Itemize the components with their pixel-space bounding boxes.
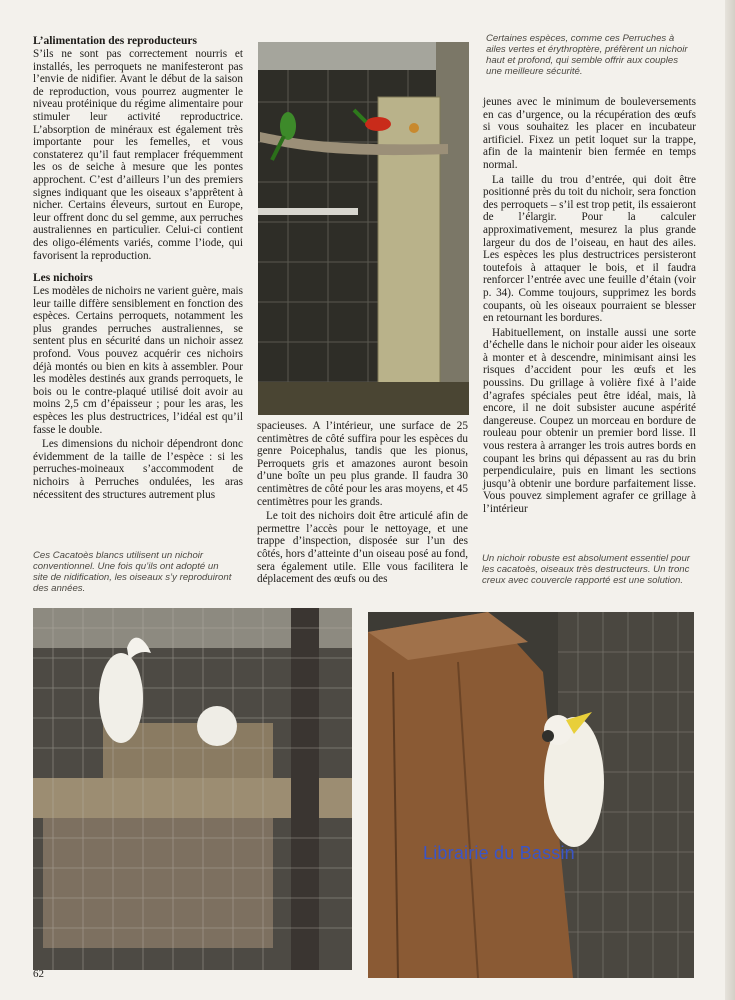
heading-nestboxes: Les nichoirs (33, 272, 93, 285)
white-cockatoos-nestbox-photo (33, 608, 352, 970)
paragraph: spacieuses. A l’intérieur, une surface de 25 centimètres de côté suffira pour les espèces du genre Poicephalus, tandis que les pionus, Perroquets gris et amazones auront besoin d’une boîte un peu plus grande. Il faudra 30 centimètres de côté pour les aras moyens, et 45 centimètres pour les grands. (257, 420, 468, 508)
paragraph: Les dimensions du nichoir dépendront donc évidemment de la taille de l’espèce : si les perruches-moineaux s’accommodent de nichoirs à Perruches ondulées, les aras nécessitent des structures autrement plus (33, 438, 243, 501)
paragraph: La taille du trou d’entrée, qui doit être positionné près du toit du nichoir, sera fonction des perroquets – s’il est trop petit, ils essaieront de l’élargir. Pour la calculer approximativement, mesurez la plus grande largeur du dos de l’oiseau, en haut des ailes. Les espèces les plus destructrices persisteront toutefois à attaquer le bois, et il faudra renforcer l’entrée avec une feuille d’étain (voir p. 34). Comme toujours, supprimez les bords coupants, où les oiseaux pourraient se blesser en retournant les bordures. (483, 173, 696, 325)
right-text-column (483, 96, 696, 518)
cockatoo-hollow-log-photo (368, 612, 694, 978)
caption-bottom-left: Ces Cacatoès blancs utilisent un nichoir conventionnel. Une fois qu’ils ont adopté un site de nidification, les oiseaux s’y reproduiront des années. (33, 550, 232, 594)
page-number: 62 (33, 968, 44, 980)
caption-bottom-right: Un nichoir robuste est absolument essentiel pour les cacatoès, oiseaux très destructeurs. Un tronc creux avec couvercle rapporté est une solution. (482, 553, 690, 586)
top-photo-parrots (258, 42, 469, 415)
parrots-on-perch-photo (258, 42, 469, 415)
bottom-right-photo-cockatoo-log (368, 612, 694, 978)
page-edge (725, 0, 735, 1000)
paragraph: Habituellement, on installe aussi une sorte d’échelle dans le nichoir pour aider les oiseaux à monter et à descendre, minimisant ainsi les risques d’accident pour les œufs et les poussins. Du grillage à volière fixé à l’aide d’agrafes spéciales peut être idéal, mais, là encore, il ne doit subsister aucune aspérité dangereuse. Coupez un morceau en bordure de rouleau pour obtenir un premier bord lisse. Il vous restera à arranger les trois autres bords en coupant les brins qui dépassent au ras du brin perpendiculaire, puis en limant les sections jusqu’à obtenir une bordure parfaitement lisse. Vous pouvez simplement agrafer ce grillage à l’intérieur (483, 326, 696, 515)
bottom-left-photo-cockatoos (33, 608, 352, 970)
paragraph: S’ils ne sont pas correctement nourris et installés, les perroquets ne manifesteront pas l’envie de nidifier. Avant le début de la saison de reproduction, vous pourrez augmenter le niveau protéinique du régime alimentaire pour stimuler leur activité reproductrice. L’absorption de minéraux est également très importante pour les femelles, et vous constaterez qu’il faut remplacer fréquemment les os de seiche à mesure que les pontes approchent. C’est d’ailleurs l’un des premiers signes indiquant que les oiseaux s’apprêtent à nicher. Certains éleveurs, surtout en Europe, leur offrent donc du sel gemme, aux perruches australiennes en particulier. Celui-ci contient des oligo-éléments variés, comme l’iode, qui favorisent la reproduction. (33, 48, 243, 262)
caption-top-right: Certaines espèces, comme ces Perruches à ailes vertes et érythroptère, préfèrent un nichoir haut et profond, qui semble offrir aux couples une meilleure sécurité. (486, 33, 688, 77)
paragraph: Le toit des nichoirs doit être articulé afin de permettre l’accès pour le nettoyage, et une trappe d’inspection, disposée sur l’un des côtés, hors d’atteinte d’un oiseau posé au fond, sera également utile. Elle vous facilitera le déplacement des œufs ou des (257, 510, 468, 586)
paragraph: jeunes avec le minimum de bouleversements en cas d’urgence, ou la récupération des œufs si vous souhaitez les placer en incubateur artificiel. Fixez un petit loquet sur la trappe, afin de la maintenir bien fermée en temps normal. (483, 96, 696, 171)
heading-feeding: L’alimentation des reproducteurs (33, 35, 197, 47)
left-text-column (33, 35, 243, 503)
paragraph: Les modèles de nichoirs ne varient guère, mais leur taille diffère sensiblement en fonction des espèces. Certains perroquets, notamment les plus grandes perruches australiennes, se sentent plus en sécurité dans un nichoir assez profond. Vous pouvez acquérir ces nichoirs déjà montés ou bien en kits à assembler. Pour les modèles destinés aux grands perroquets, le bois ou le contre-plaqué utilisé doit avoir au moins 2,5 cm d’épaisseur ; pour les aras, les espèces les plus destructrices, l’idéal est qu’il fasse le double. (33, 285, 244, 436)
middle-text-column (257, 420, 468, 588)
watermark-text: Librairie du Bassin (423, 843, 575, 863)
